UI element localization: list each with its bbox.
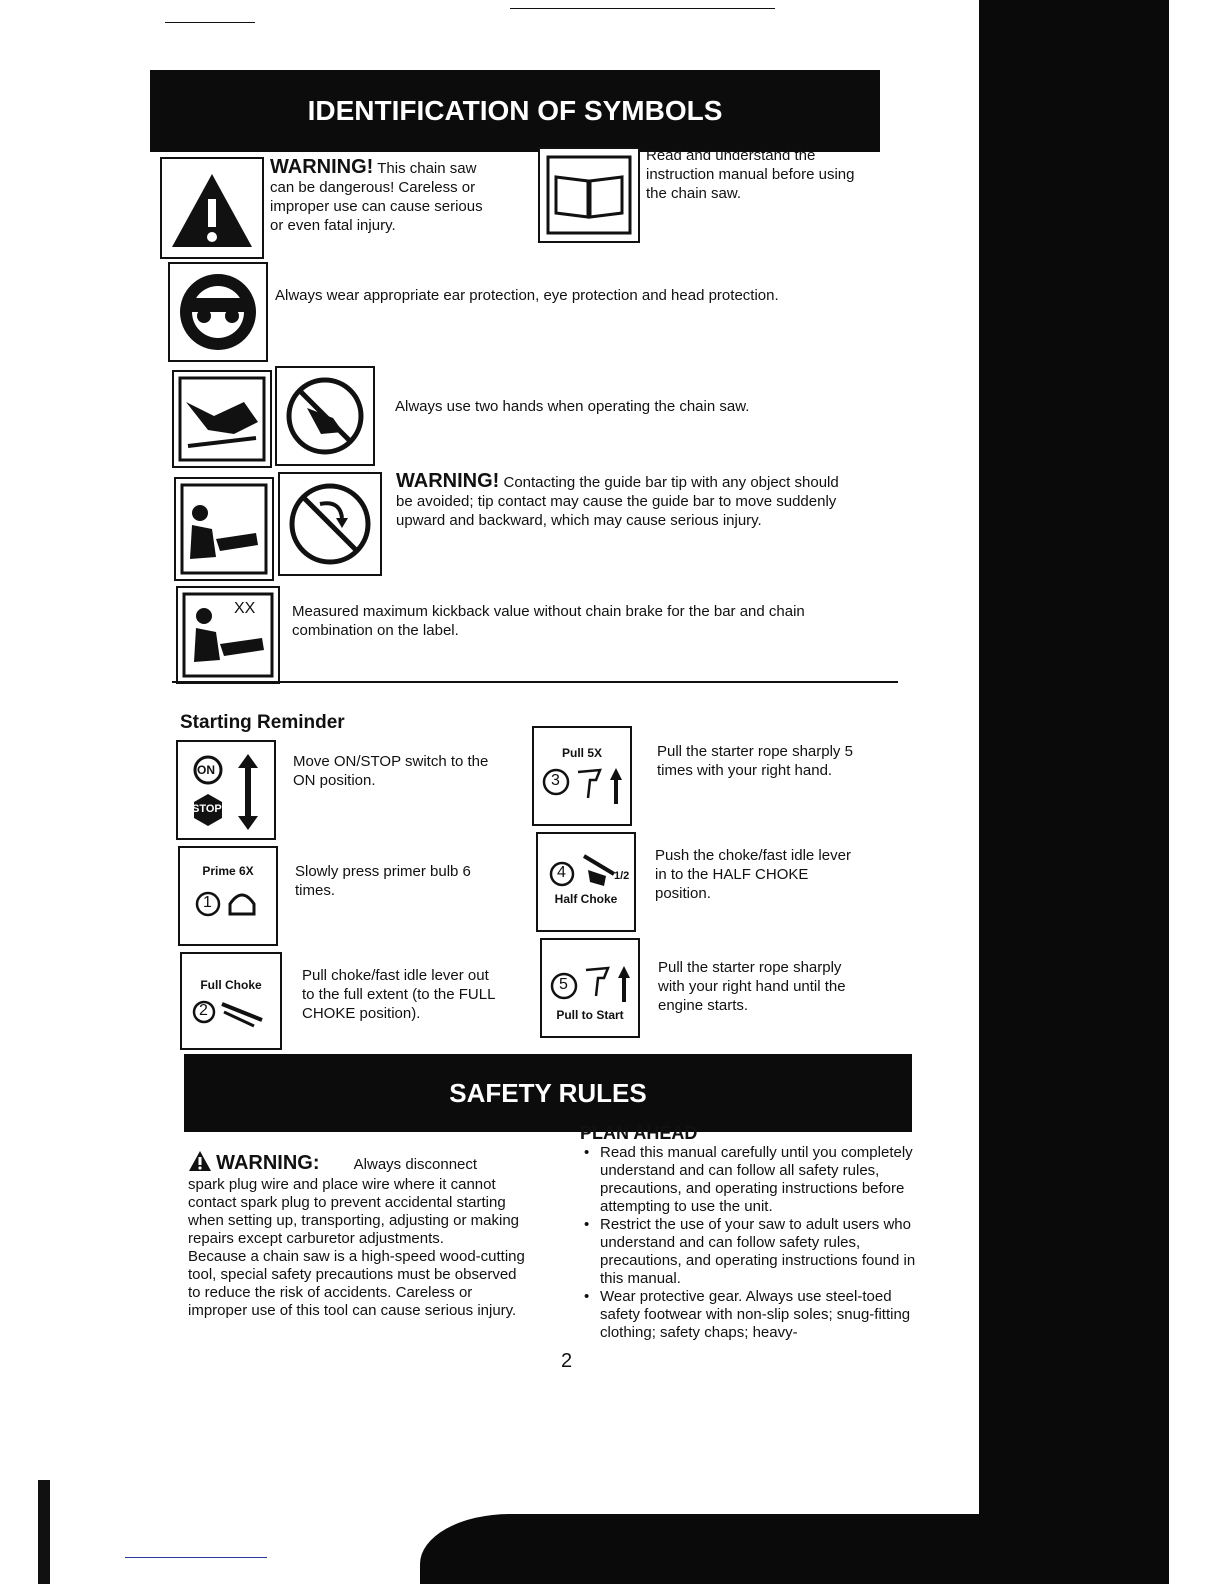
primer-bulb-icon — [180, 848, 276, 944]
half-choke-label: Half Choke — [554, 892, 618, 906]
pull-5x-step-box — [532, 726, 632, 826]
full-choke-step-box — [180, 952, 282, 1050]
on-label: ON — [197, 763, 215, 777]
safety-warning-lead: Always disconnect — [353, 1156, 478, 1173]
two-hands-text: Always use two hands when operating the chain saw. — [395, 398, 750, 415]
page-number: 2 — [561, 1350, 573, 1372]
kickback-operator-icon — [176, 479, 272, 579]
scan-dark-bottom — [420, 1514, 1040, 1584]
one-hand-prohibited-box — [275, 366, 375, 466]
kickback-value-text: Measured maximum kickback value without chain brake for the bar and chain combination on the label. — [292, 603, 805, 639]
on-stop-switch-icon — [178, 742, 274, 838]
step-on-text: Move ON/STOP switch to the ON position. — [293, 753, 489, 789]
choke-lever-out-icon — [182, 954, 280, 1048]
scan-line — [165, 22, 255, 23]
warning-block — [270, 158, 500, 235]
prime-label: Prime 6X — [202, 864, 254, 878]
safety-warning-text-2: Because a chain saw is a high-speed wood-cutting tool, special safety precautions must be observed to reduce the risk of accidents. Careless or improper use of this tool can cause serious injury. — [188, 1248, 525, 1319]
kickback-value-icon — [178, 588, 278, 682]
step-number-3: 3 — [551, 772, 560, 789]
step-pull-5x-text: Pull the starter rope sharply 5 times with your right hand. — [657, 743, 853, 779]
warning-small-icon — [188, 1150, 212, 1172]
safety-warning-block — [188, 1150, 533, 1320]
step-number-5: 5 — [559, 976, 568, 993]
section-divider — [172, 681, 898, 683]
step-number-4: 4 — [557, 864, 566, 881]
manual-symbol-box — [538, 147, 640, 243]
step-number-2: 2 — [199, 1002, 208, 1019]
half-fraction: 1/2 — [614, 870, 630, 882]
open-book-icon — [540, 149, 638, 241]
step-number-1: 1 — [203, 894, 212, 911]
stop-label: STOP — [192, 803, 222, 815]
kickback-value-symbol-box — [176, 586, 280, 684]
page-title: IDENTIFICATION OF SYMBOLS — [307, 95, 723, 126]
protection-text: Always wear appropriate ear protection, eye protection and head protection. — [275, 287, 779, 304]
protection-symbol-box — [168, 262, 268, 362]
half-choke-step-box — [536, 832, 636, 932]
identification-header — [150, 70, 880, 152]
on-stop-switch-box — [176, 740, 276, 840]
starting-reminder-title: Starting Reminder — [180, 712, 345, 733]
safety-warning-head: WARNING: — [216, 1152, 320, 1174]
kickback-warning-head: WARNING! — [396, 470, 500, 492]
warning-head: WARNING! — [270, 156, 374, 178]
safety-rules-title: SAFETY RULES — [449, 1078, 647, 1108]
prime-step-box — [178, 846, 278, 946]
head-protection-icon — [170, 264, 266, 360]
warning-triangle-icon — [162, 159, 262, 257]
kickback-warning-text: Contacting the guide bar tip with any object should be avoided; tip contact may cause the guide bar to move suddenly upward and backward, which may cause serious injury. — [396, 474, 839, 529]
step-prime-text: Slowly press primer bulb 6 times. — [295, 863, 471, 899]
list-item: • Wear protective gear. Always use steel-toed safety footwear with non-slip soles; snug-fitting clothing; safety chaps; heavy- — [580, 1288, 920, 1342]
warning-symbol-box — [160, 157, 264, 259]
prohibited-tip-contact-icon — [280, 474, 380, 574]
two-hands-symbol-box — [172, 370, 272, 468]
prohibited-one-hand-icon — [277, 368, 373, 464]
list-item: • Restrict the use of your saw to adult users who understand and can follow safety rules, precautions, and operating instructions found in this manual. — [580, 1216, 920, 1288]
plan-ahead-title: PLAN AHEAD — [580, 1123, 698, 1143]
step-full-choke-text: Pull choke/fast idle lever out to the full extent (to the FULL CHOKE position). — [302, 967, 495, 1022]
scan-line — [510, 8, 775, 9]
list-item: • Read this manual carefully until you completely understand and can follow all safety rules, precautions, and operating instructions before attempting to use the unit. — [580, 1144, 920, 1216]
kickback-warning-block — [396, 472, 856, 530]
choke-lever-half-icon — [538, 834, 634, 930]
kickback-prohibited-box — [278, 472, 382, 576]
pull-to-start-step-box — [540, 938, 640, 1038]
safety-warning-text: spark plug wire and place wire where it cannot contact spark plug to prevent accidental starting when setting up, transporting, adjusting or making repairs except carburetor adjustments. — [188, 1176, 520, 1247]
full-choke-label: Full Choke — [200, 978, 262, 992]
kickback-symbol-box — [174, 477, 274, 581]
scan-mark — [38, 1480, 50, 1584]
kickback-value-label: XX — [234, 600, 256, 617]
scan-margin — [1169, 0, 1224, 1584]
pull-to-start-label: Pull to Start — [556, 1008, 624, 1022]
step-pull-to-start-text: Pull the starter rope sharply with your right hand until the engine starts. — [658, 959, 846, 1014]
plan-ahead-list — [580, 1144, 920, 1342]
two-hands-saw-icon — [174, 372, 270, 466]
pull-5x-label: Pull 5X — [561, 746, 602, 760]
pull-rope-icon — [534, 728, 630, 824]
scan-line — [125, 1557, 267, 1558]
warning-text: This chain saw can be dangerous! Careless or improper use can cause serious or even fatal injury. — [270, 160, 483, 234]
plan-ahead-block — [580, 1124, 920, 1342]
safety-rules-header — [184, 1054, 912, 1132]
step-half-choke-text: Push the choke/fast idle lever in to the HALF CHOKE position. — [655, 847, 851, 902]
manual-text: Read and understand the instruction manual before using the chain saw. — [646, 147, 855, 202]
